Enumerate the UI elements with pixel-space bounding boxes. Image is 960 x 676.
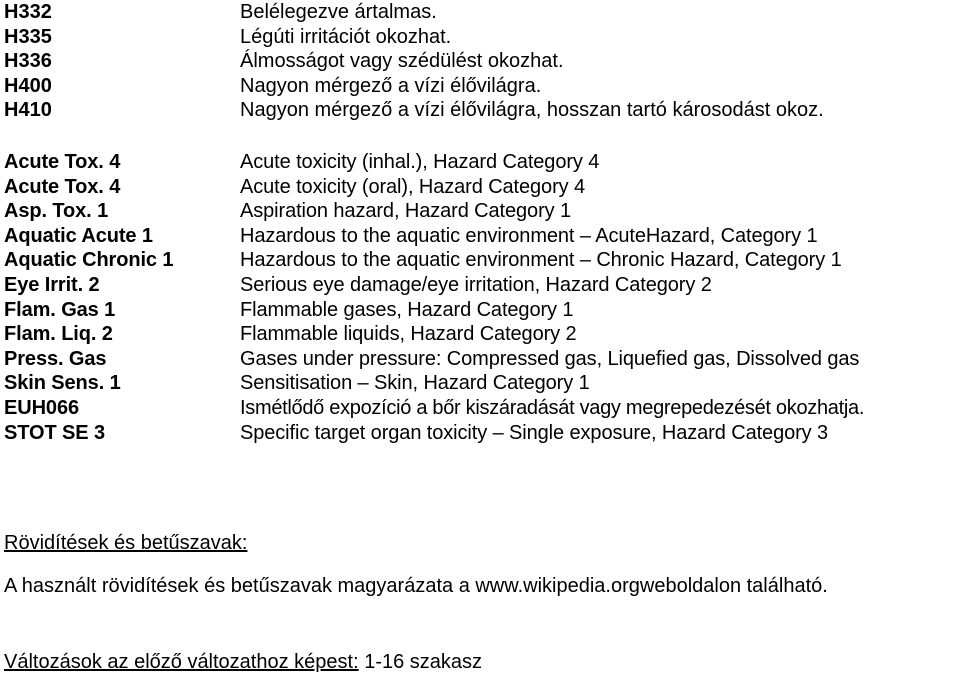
classification-text: Flammable liquids, Hazard Category 2 — [240, 323, 577, 346]
changes-label: Változások az előző változathoz képest: — [4, 651, 359, 673]
hazard-code: H336 — [4, 50, 52, 72]
hazard-text: Nagyon mérgező a vízi élővilágra, hosszan tartó károsodást okoz. — [240, 99, 824, 121]
changes-line — [4, 650, 482, 674]
classification-text: Serious eye damage/eye irritation, Hazard Category 2 — [240, 273, 712, 296]
classification-code: STOT SE 3 — [4, 421, 105, 444]
hazard-code: H335 — [4, 25, 52, 48]
abbreviations-text: A használt rövidítések és betűszavak magyarázata a www.wikipedia.orgweboldalon található. — [4, 575, 828, 597]
classification-text: Aspiration hazard, Hazard Category 1 — [240, 200, 572, 223]
classification-code: EUH066 — [4, 396, 79, 419]
hazard-statement-row — [4, 98, 954, 123]
classification-text: Acute toxicity (inhal.), Hazard Category 4 — [240, 151, 600, 173]
classification-code: Flam. Liq. 2 — [4, 323, 113, 346]
hazard-statement-row — [4, 25, 954, 50]
hazard-text: Álmosságot vagy szédülést okozhat. — [240, 50, 564, 72]
classification-text: Specific target organ toxicity – Single exposure, Hazard Category 3 — [240, 421, 829, 444]
classification-row — [4, 421, 960, 446]
classification-code: Aquatic Acute 1 — [4, 224, 153, 247]
classification-text: Sensitisation – Skin, Hazard Category 1 — [240, 372, 590, 395]
classification-code: Acute Tox. 4 — [4, 175, 121, 198]
hazard-text: Belélegezve ártalmas. — [240, 1, 437, 23]
classification-row — [4, 175, 960, 200]
classification-code: Press. Gas — [4, 347, 107, 370]
classification-row — [4, 273, 960, 298]
classification-code: Flam. Gas 1 — [4, 298, 116, 321]
hazard-statement-row — [4, 49, 954, 74]
classification-code: Aquatic Chronic 1 — [4, 249, 174, 272]
classification-row — [4, 248, 960, 273]
classification-text: Gases under pressure: Compressed gas, Liquefied gas, Dissolved gas — [240, 347, 860, 370]
classification-row — [4, 347, 960, 372]
hazard-text: Légúti irritációt okozhat. — [240, 25, 452, 48]
classification-row — [4, 224, 960, 249]
classification-row — [4, 199, 960, 224]
hazard-statements-list — [4, 0, 954, 123]
classification-code: Skin Sens. 1 — [4, 372, 121, 395]
hazard-text: Nagyon mérgező a vízi élővilágra. — [240, 74, 542, 97]
hazard-code: H400 — [4, 74, 52, 97]
classification-text: Flammable gases, Hazard Category 1 — [240, 298, 574, 321]
hazard-statement-row — [4, 74, 954, 99]
hazard-code: H332 — [4, 1, 52, 23]
classification-text: Acute toxicity (oral), Hazard Category 4 — [240, 175, 586, 198]
classification-text: Hazardous to the aquatic environment – AcuteHazard, Category 1 — [240, 224, 818, 247]
classification-row — [4, 371, 960, 396]
classification-row — [4, 150, 960, 175]
classification-list — [4, 150, 960, 445]
hazard-statement-row — [4, 0, 954, 25]
classification-row — [4, 322, 960, 347]
classification-text: Hazardous to the aquatic environment – Chronic Hazard, Category 1 — [240, 249, 842, 272]
hazard-code: H410 — [4, 99, 52, 121]
classification-row — [4, 396, 960, 421]
classification-row — [4, 298, 960, 323]
classification-code: Acute Tox. 4 — [4, 151, 121, 173]
classification-code: Eye Irrit. 2 — [4, 273, 100, 296]
classification-text: Ismétlődő expozíció a bőr kiszáradását vagy megrepedezését okozhatja. — [240, 396, 865, 419]
changes-value: 1-16 szakasz — [364, 651, 483, 673]
abbreviations-heading: Rövidítések és betűszavak: — [4, 532, 248, 554]
classification-code: Asp. Tox. 1 — [4, 200, 109, 223]
